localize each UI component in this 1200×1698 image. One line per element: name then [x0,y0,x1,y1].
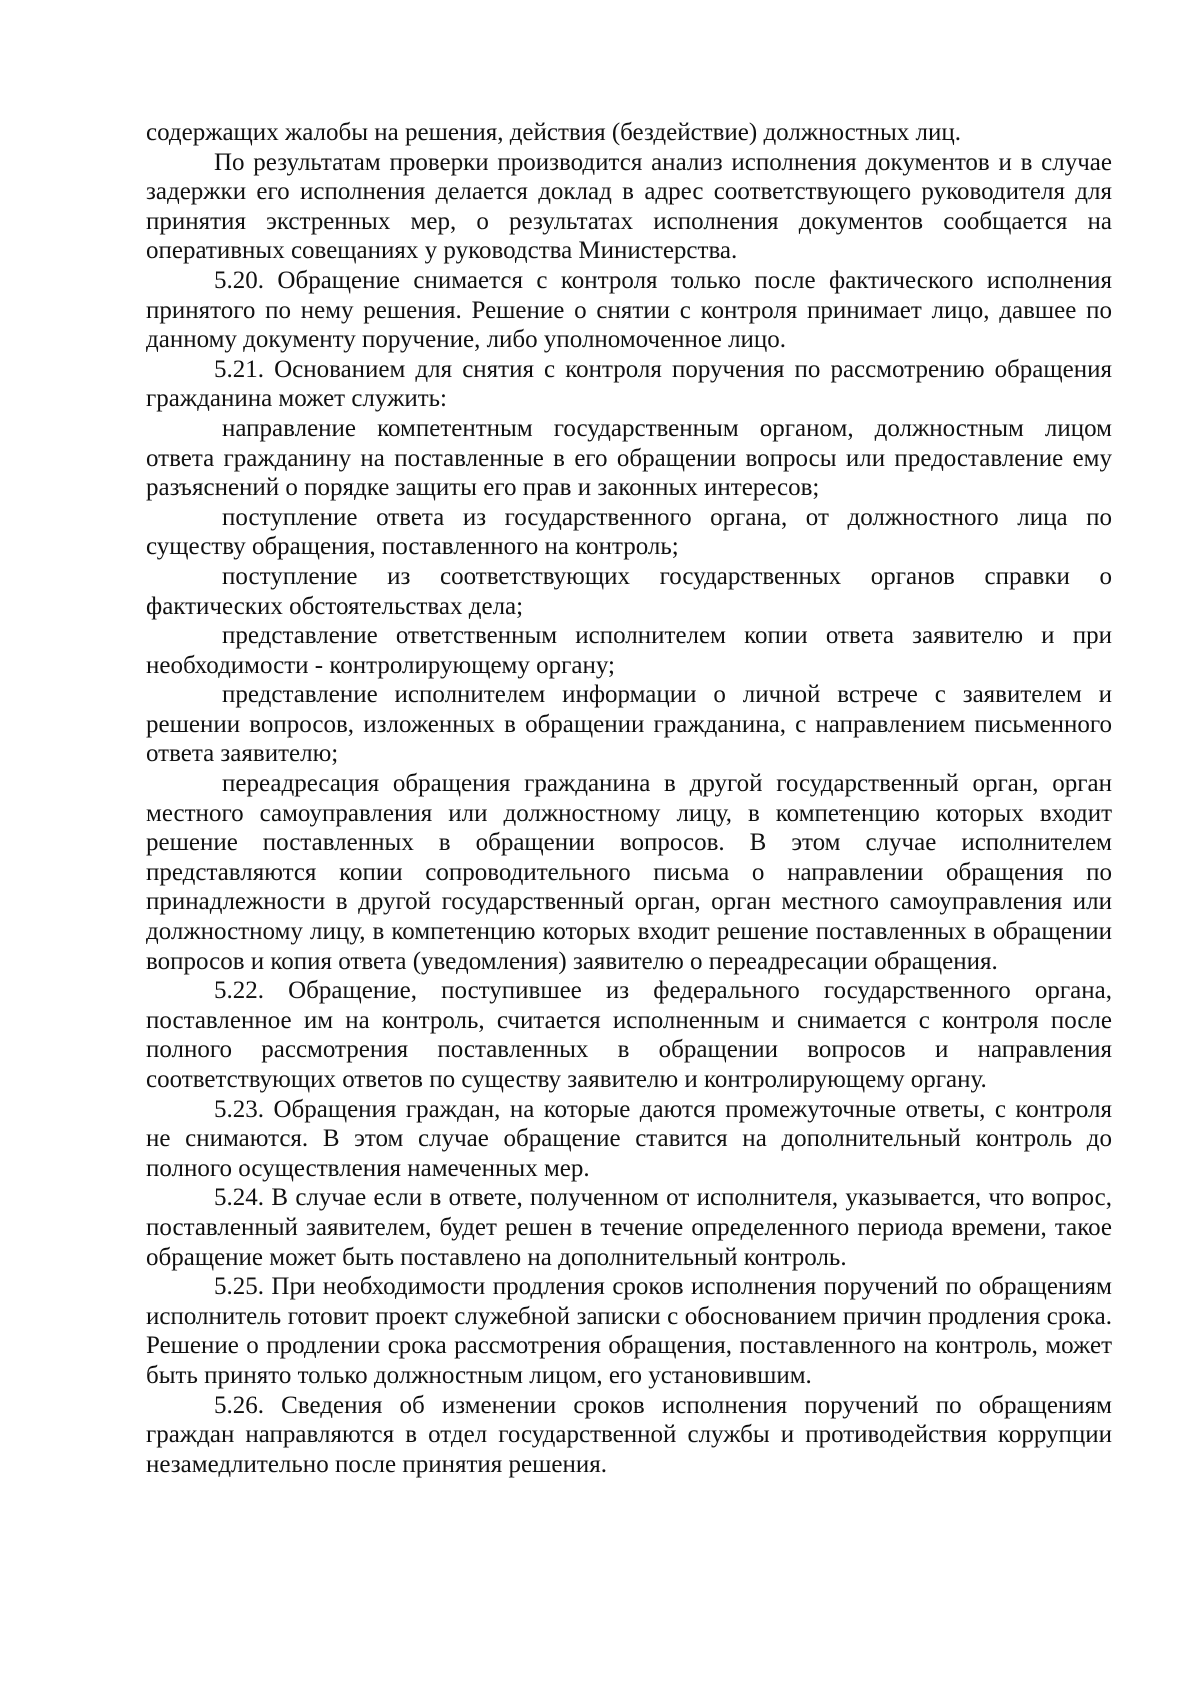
paragraph-5-24: 5.24. В случае если в ответе, полученном от исполнителя, указывается, что вопрос, поставленный заявителем, будет решен в течение определенного периода времени, такое обращение может быть поставлено на дополнительный контроль. [146,1184,1112,1271]
paragraph-continued: содержащих жалобы на решения, действия (бездействие) должностных лиц. [146,119,962,146]
list-item-response-copy: представление ответственным исполнителем копии ответа заявителю и при необходимости - контролирующему органу; [146,622,1112,679]
paragraph-5-26: 5.26. Сведения об изменении сроков исполнения поручений по обращениям граждан направляются в отдел государственной службы и противодействия коррупции незамедлительно после принятия решения. [146,1391,1112,1478]
list-item-readdressing: переадресация обращения гражданина в другой государственный орган, орган местного самоуправления или должностному лицу, в компетенцию которых входит решение поставленных в обращении вопросов. В этом случае исполнителем представляются копии сопроводительного письма о направлении обращения по принадлежности в другой государственный орган, орган местного самоуправления или должностному лицу, в компетенцию которых входит решение поставленных в обращении вопросов и копия ответа (уведомления) заявителю о переадресации обращения. [146,770,1112,975]
paragraph-inspection-results: По результатам проверки производится анализ исполнения документов и в случае задержки его исполнения делается доклад в адрес соответствующего руководителя для принятия экстренных мер, о результатах исполнения документов сообщается на оперативных совещаниях у руководства Министерства. [146,148,1112,265]
paragraph-5-23: 5.23. Обращения граждан, на которые даются промежуточные ответы, с контроля не снимаются. В этом случае обращение ставится на дополнительный контроль до полного осуществления намеченных мер. [146,1095,1112,1182]
list-item-certificate-receipt: поступление из соответствующих государственных органов справки о фактических обстоятельствах дела; [146,562,1112,620]
paragraph-5-21: 5.21. Основанием для снятия с контроля поручения по рассмотрению обращения гражданина может служить: [146,355,1112,413]
list-item-personal-meeting: представление исполнителем информации о личной встрече с заявителем и решении вопросов, изложенных в обращении гражданина, с направлением письменного ответа заявителю; [146,681,1112,768]
document-body [146,118,1112,1479]
paragraph-5-22: 5.22. Обращение, поступившее из федерального государственного органа, поставленное им на контроль, считается исполненным и снимается с контроля после полного рассмотрения поставленных в обращении вопросов и направления соответствующих ответов по существу заявителю и контролирующему органу. [146,977,1112,1093]
list-item-response-receipt: поступление ответа из государственного органа, от должностного лица по существу обращения, поставленного на контроль; [146,503,1112,561]
list-item-response-direction: направление компетентным государственным органом, должностным лицом ответа гражданину на поставленные в его обращении вопросы или предоставление ему разъяснений о порядке защиты его прав и законных интересов; [146,414,1112,502]
paragraph-5-20: 5.20. Обращение снимается с контроля только после фактического исполнения принятого по нему решения. Решение о снятии с контроля принимает лицо, давшее по данному документу поручение, либо уполномоченное лицо. [146,266,1112,354]
paragraph-5-25: 5.25. При необходимости продления сроков исполнения поручений по обращениям исполнитель готовит проект служебной записки с обоснованием причин продления срока. Решение о продлении срока рассмотрения обращения, поставленного на контроль, может быть принято только должностным лицом, его установившим. [146,1273,1112,1389]
